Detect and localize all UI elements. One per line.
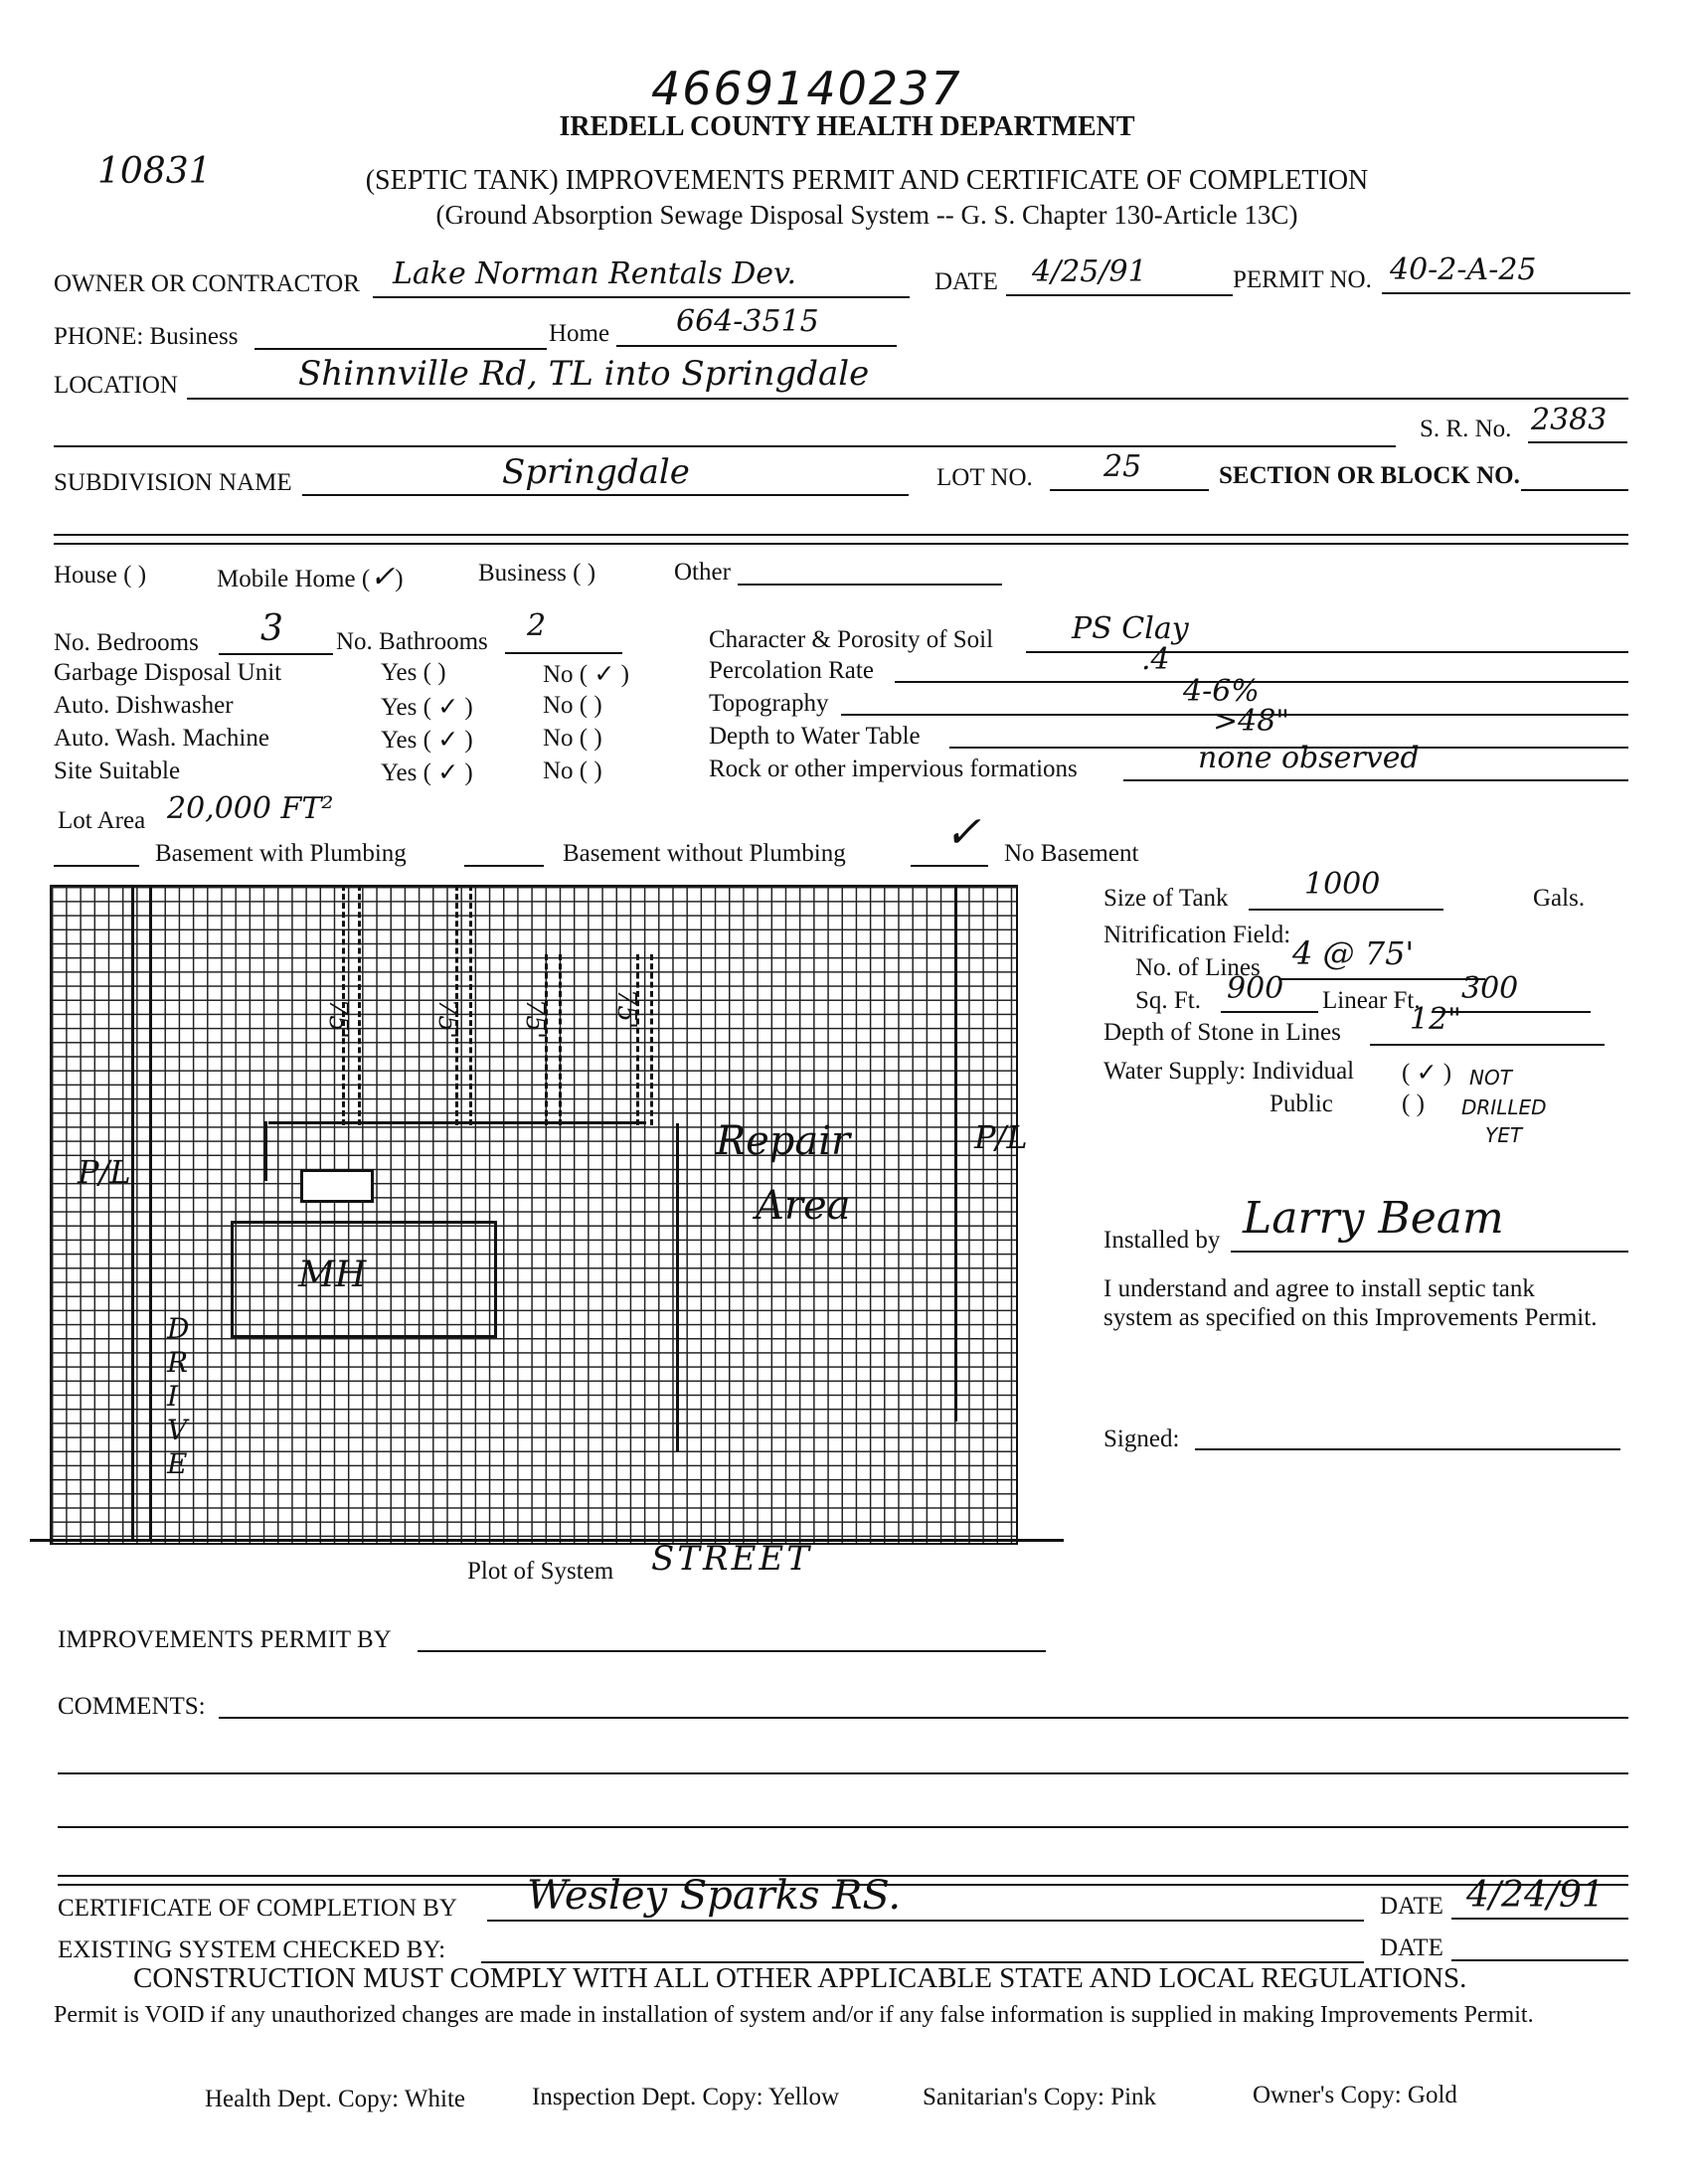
installed-by-value[interactable]: Larry Beam	[1243, 1193, 1504, 1244]
site-suitable-label: Site Suitable	[54, 757, 181, 784]
owner-label: OWNER OR CONTRACTOR	[54, 270, 360, 297]
drive-label: DRIVE	[167, 1312, 190, 1480]
garbage-yes[interactable]: Yes ( )	[381, 659, 446, 686]
topography-label: Topography	[709, 690, 829, 717]
sqft-label: Sq. Ft.	[1135, 987, 1202, 1014]
house-checkbox[interactable]: House ( )	[54, 562, 147, 588]
water-individual-note: NOT	[1469, 1066, 1512, 1090]
section-label: SECTION OR BLOCK NO.	[1219, 462, 1520, 489]
date-value[interactable]: 4/25/91	[1032, 254, 1147, 289]
certificate-value[interactable]: Wesley Sparks RS.	[527, 1873, 902, 1919]
dishwasher-no[interactable]: No ( )	[543, 692, 602, 719]
wash-machine-yes[interactable]: Yes ( ✓ )	[381, 727, 473, 754]
basement-without-plumbing[interactable]: Basement without Plumbing	[563, 840, 846, 867]
lot-value[interactable]: 25	[1103, 449, 1142, 484]
lateral-label-3: 75'	[520, 998, 551, 1040]
rock-label: Rock or other impervious formations	[709, 756, 1078, 782]
improvements-permit-label: IMPROVEMENTS PERMIT BY	[58, 1626, 392, 1653]
existing-system-label: EXISTING SYSTEM CHECKED BY:	[58, 1936, 446, 1963]
subdivision-value[interactable]: Springdale	[502, 452, 690, 492]
right-property-line: P/L	[974, 1118, 1028, 1156]
wash-machine-label: Auto. Wash. Machine	[54, 725, 269, 752]
certificate-date-value[interactable]: 4/24/91	[1466, 1875, 1605, 1916]
basement-with-plumbing[interactable]: Basement with Plumbing	[155, 840, 407, 867]
copy-inspection-dept: Inspection Dept. Copy: Yellow	[532, 2084, 840, 2110]
plot-label: Plot of System	[467, 1558, 614, 1585]
home-label: Home	[549, 320, 610, 347]
dishwasher-yes[interactable]: Yes ( ✓ )	[381, 694, 473, 721]
depth-stone-label: Depth of Stone in Lines	[1103, 1019, 1341, 1046]
business-checkbox[interactable]: Business ( )	[478, 560, 596, 587]
lateral-label-4: 75'	[611, 988, 642, 1030]
garbage-no[interactable]: No ( ✓ )	[543, 661, 629, 688]
lateral-label-2: 75'	[432, 998, 463, 1040]
public-note-2: YET	[1485, 1123, 1523, 1147]
site-suitable-no[interactable]: No ( )	[543, 757, 602, 784]
form-title: (SEPTIC TANK) IMPROVEMENTS PERMIT AND CERTIFICATE OF COMPLETION	[365, 165, 1369, 196]
lines-value[interactable]: 4 @ 75'	[1292, 934, 1415, 972]
certificate-label: CERTIFICATE OF COMPLETION BY	[58, 1895, 457, 1922]
location-value[interactable]: Shinnville Rd, TL into Springdale	[298, 354, 870, 394]
repair-label: Repair	[716, 1118, 851, 1164]
dishwasher-label: Auto. Dishwasher	[54, 692, 234, 719]
lot-area-value[interactable]: 20,000 FT²	[167, 791, 334, 826]
compliance-notice: CONSTRUCTION MUST COMPLY WITH ALL OTHER APPLICABLE STATE AND LOCAL REGULATIONS.	[133, 1962, 1467, 1994]
soil-character-value[interactable]: PS Clay	[1072, 611, 1189, 646]
depth-stone-value[interactable]: 12"	[1410, 1002, 1461, 1037]
agree-text: I understand and agree to install septic tank system as specified on this Improvements Permit.	[1103, 1275, 1598, 1331]
comments-label: COMMENTS:	[58, 1693, 206, 1720]
file-number: 10831	[97, 151, 212, 192]
no-basement[interactable]: No Basement	[1004, 840, 1139, 867]
garbage-label: Garbage Disposal Unit	[54, 659, 282, 686]
existing-date-label: DATE	[1380, 1934, 1443, 1961]
percolation-value[interactable]: .4	[1141, 642, 1170, 677]
public-label: Public	[1270, 1091, 1333, 1117]
rock-value[interactable]: none observed	[1198, 741, 1420, 775]
permit-label: PERMIT NO.	[1233, 266, 1372, 293]
copy-owner: Owner's Copy: Gold	[1253, 2082, 1457, 2108]
phone-label: PHONE: Business	[54, 323, 239, 350]
wash-machine-no[interactable]: No ( )	[543, 725, 602, 752]
bathrooms-value[interactable]: 2	[527, 608, 547, 643]
permit-value[interactable]: 40-2-A-25	[1390, 252, 1537, 287]
copy-health-dept: Health Dept. Copy: White	[205, 2086, 465, 2112]
bathrooms-label: No. Bathrooms	[336, 628, 488, 655]
bedrooms-label: No. Bedrooms	[54, 629, 199, 656]
public-note-1: DRILLED	[1461, 1095, 1547, 1119]
void-notice: Permit is VOID if any unauthorized changes are made in installation of system and/or if any false information is supplied in making Improvements Permit.	[54, 2002, 1534, 2028]
tank-size-value[interactable]: 1000	[1304, 867, 1381, 902]
left-property-line: P/L	[78, 1153, 131, 1191]
home-value[interactable]: 664-3515	[676, 304, 819, 339]
street-label: STREET	[651, 1539, 812, 1579]
sqft-value[interactable]: 900	[1227, 971, 1284, 1006]
lot-area-label: Lot Area	[58, 807, 146, 834]
area-label: Area	[756, 1183, 851, 1229]
linear-label: Linear Ft.	[1322, 987, 1421, 1014]
copy-sanitarian: Sanitarian's Copy: Pink	[923, 2084, 1157, 2110]
mobile-home-close: )	[395, 566, 404, 592]
lot-label: LOT NO.	[936, 464, 1033, 491]
water-public-box[interactable]: ( )	[1402, 1091, 1425, 1117]
certificate-date-label: DATE	[1380, 1893, 1443, 1920]
gals-label: Gals.	[1533, 885, 1586, 912]
soil-character-label: Character & Porosity of Soil	[709, 626, 994, 653]
water-supply-label: Water Supply: Individual	[1103, 1058, 1355, 1085]
water-individual-box[interactable]: ( ✓ )	[1402, 1060, 1452, 1087]
linear-value[interactable]: 300	[1461, 971, 1519, 1006]
nitrification-label: Nitrification Field:	[1103, 922, 1291, 948]
other-label: Other	[674, 559, 731, 586]
lines-label: No. of Lines	[1135, 954, 1261, 981]
bedrooms-value[interactable]: 3	[260, 608, 283, 649]
installed-by-label: Installed by	[1103, 1227, 1221, 1254]
mobile-home-check: ✓	[370, 560, 396, 594]
subdivision-label: SUBDIVISION NAME	[54, 469, 292, 496]
sr-label: S. R. No.	[1420, 416, 1512, 442]
owner-value[interactable]: Lake Norman Rentals Dev.	[393, 256, 796, 291]
lateral-label-1: 75'	[323, 998, 354, 1040]
water-table-label: Depth to Water Table	[709, 723, 921, 750]
form-subtitle: (Ground Absorption Sewage Disposal System -- G. S. Chapter 130-Article 13C)	[435, 200, 1298, 230]
mobile-home-checkbox[interactable]	[217, 560, 404, 594]
percolation-label: Percolation Rate	[709, 657, 874, 684]
site-suitable-yes[interactable]: Yes ( ✓ )	[381, 759, 473, 786]
location-label: LOCATION	[54, 372, 178, 399]
stamp-number: 4669140237	[651, 62, 962, 115]
date-label: DATE	[934, 268, 998, 295]
sr-value[interactable]: 2383	[1531, 403, 1608, 437]
mobile-home-mark: MH	[298, 1255, 367, 1295]
dept-title: IREDELL COUNTY HEALTH DEPARTMENT	[559, 111, 1135, 142]
signed-label: Signed:	[1103, 1426, 1180, 1452]
tank-size-label: Size of Tank	[1103, 885, 1229, 912]
mobile-home-label: Mobile Home (	[217, 566, 371, 592]
topography-value[interactable]: 4-6%	[1183, 674, 1260, 709]
no-basement-check: ✓	[944, 807, 981, 858]
water-table-value[interactable]: >48"	[1213, 704, 1290, 739]
